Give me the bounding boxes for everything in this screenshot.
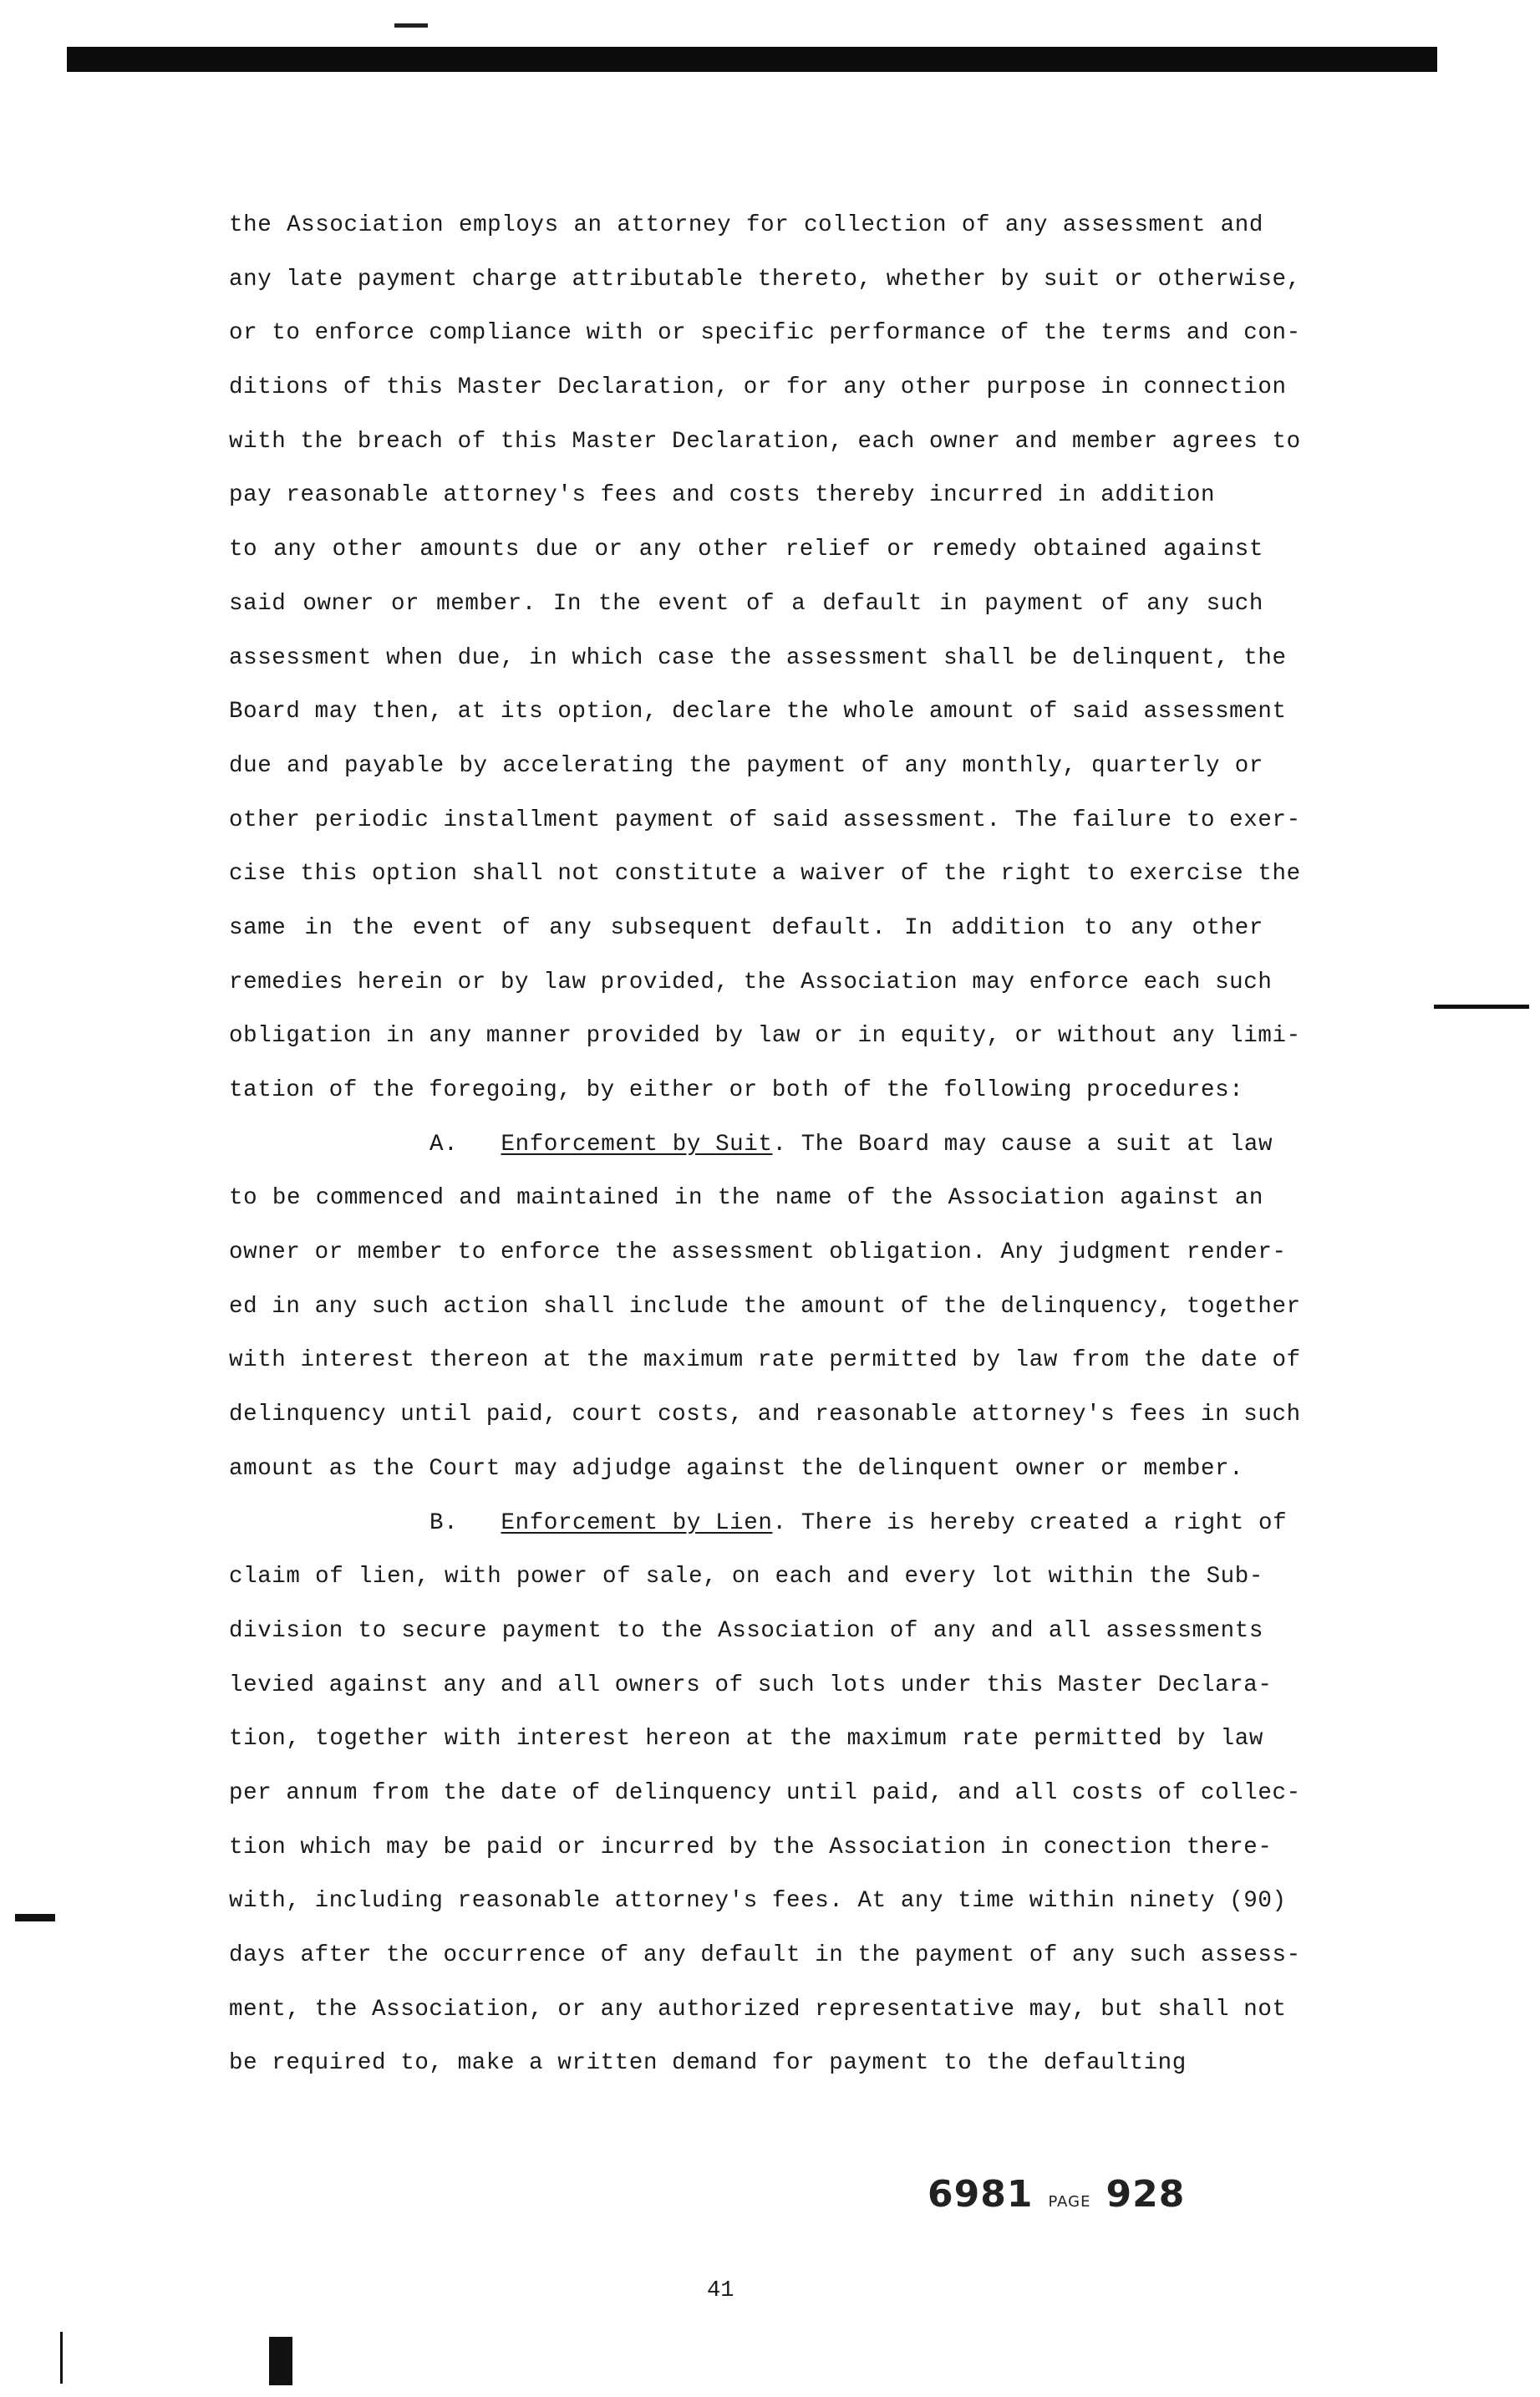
body-line: assessment when due, in which case the assessment shall be delinquent, the [229,644,1287,671]
body-line: other periodic installment payment of said assessment. The failure to exer- [229,807,1301,833]
section-a-heading-line [229,1118,1273,1173]
page-number: 41 [707,2278,734,2303]
section-a-line: with interest thereon at the maximum rate permitted by law from the date of [229,1347,1301,1374]
section-b-line: claim of lien, with power of sale, on each and every lot within the Sub- [229,1564,1263,1590]
body-line: pay reasonable attorney's fees and costs thereby incurred in addition [229,482,1216,509]
body-line: Board may then, at its option, declare the whole amount of said assessment [229,699,1287,725]
body-line: due and payable by accelerating the payment of any monthly, quarterly or [229,752,1263,779]
margin-mark-bottom-line [60,2332,63,2384]
body-line: to any other amounts due or any other relief or remedy obtained against [229,537,1263,563]
section-a-line: delinquency until paid, court costs, and reasonable attorney's fees in such [229,1402,1301,1428]
section-a-line: to be commenced and maintained in the name of the Association against an [229,1185,1263,1212]
body-line: remedies herein or by law provided, the Association may enforce each such [229,969,1273,995]
page-word: PAGE [1048,2193,1091,2211]
body-line: obligation in any manner provided by law or in equity, or without any limi- [229,1023,1301,1050]
page-reference: 928 [1105,2173,1186,2216]
body-line: ditions of this Master Declaration, or for any other purpose in connection [229,374,1287,401]
section-b-line: be required to, make a written demand for payment to the defaulting [229,2050,1187,2077]
section-a-line: owner or member to enforce the assessment obligation. Any judgment render- [229,1239,1287,1266]
section-b-line: ment, the Association, or any authorized representative may, but shall not [229,1996,1287,2023]
margin-mark-right [1434,1005,1529,1009]
section-b-line: days after the occurrence of any default in the payment of any such assess- [229,1942,1301,1968]
section-a-marker: A. [429,1131,459,1158]
body-line: the Association employs an attorney for collection of any assessment and [229,212,1263,238]
section-b-line: per annum from the date of delinquency until paid, and all costs of collec- [229,1779,1301,1806]
section-b-line: levied against any and all owners of such lots under this Master Declara- [229,1672,1273,1698]
section-a-first-line: . The Board may cause a suit at law [772,1131,1273,1158]
section-a-heading: Enforcement by Suit [501,1131,773,1158]
book-page-stamp [928,2173,1185,2216]
body-line: tation of the foregoing, by either or both of the following procedures: [229,1077,1244,1103]
section-a-line: amount as the Court may adjudge against the delinquent owner or member. [229,1455,1244,1482]
section-b-line: with, including reasonable attorney's fees. At any time within ninety (90) [229,1888,1287,1915]
body-line: cise this option shall not constitute a waiver of the right to exercise the [229,861,1301,888]
section-a-line: ed in any such action shall include the amount of the delinquency, together [229,1293,1301,1320]
body-line: same in the event of any subsequent default. In addition to any other [229,914,1263,941]
section-b-marker: B. [429,1509,459,1536]
body-line: or to enforce compliance with or specific performance of the terms and con- [229,320,1301,347]
section-b-heading: Enforcement by Lien [501,1509,773,1536]
section-b-line: tion, together with interest hereon at the maximum rate permitted by law [229,1726,1263,1753]
body-line: any late payment charge attributable thereto, whether by suit or otherwise, [229,266,1301,293]
section-b-line: tion which may be paid or incurred by the Association in conection there- [229,1834,1273,1860]
margin-mark-bottom-block [269,2337,292,2385]
book-number: 6981 [928,2173,1034,2216]
scan-artifact-bar [67,47,1437,72]
margin-mark-left [15,1914,55,1921]
section-b-first-line: . There is hereby created a right of [772,1509,1288,1536]
body-line: with the breach of this Master Declaration, each owner and member agrees to [229,428,1301,455]
document-body [229,199,1301,2091]
section-b-line: division to secure payment to the Association of any and all assessments [229,1617,1263,1644]
scan-artifact-mark [394,23,428,28]
section-b-heading-line [229,1497,1288,1551]
body-line: said owner or member. In the event of a default in payment of any such [229,590,1263,617]
